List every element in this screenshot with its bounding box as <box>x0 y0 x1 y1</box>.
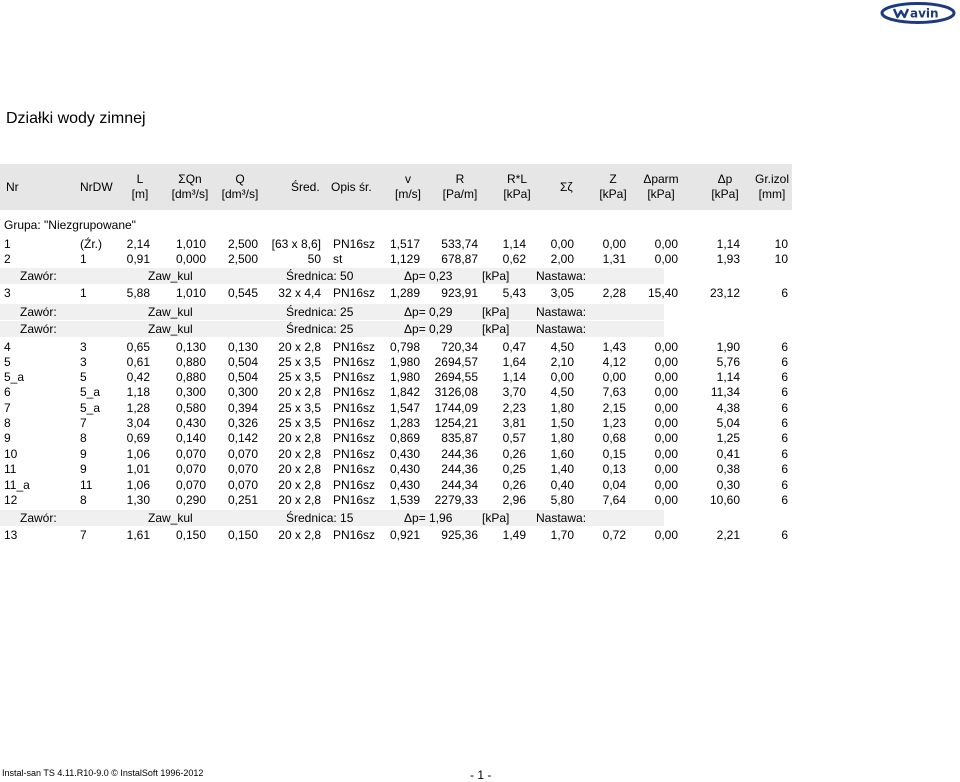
cell-q: 0,150 <box>227 528 258 542</box>
table-row <box>0 251 792 267</box>
cell-l: 3,04 <box>126 416 150 430</box>
cell-sqn: 0,880 <box>175 355 206 369</box>
cell-sqn: 0,130 <box>175 340 206 354</box>
cell-q: 0,070 <box>227 462 258 476</box>
cell-dparm: 0,00 <box>654 385 678 399</box>
cell-dparm: 0,00 <box>654 370 678 384</box>
cell-nrdw: 9 <box>80 447 87 461</box>
cell-nastawa: Nastawa: <box>536 511 587 525</box>
cell-rl: 0,57 <box>502 431 526 445</box>
cell-v: 1,283 <box>389 416 420 430</box>
cell-unit: [kPa] <box>482 322 510 336</box>
cell-opis: PN16sz <box>333 340 376 354</box>
cell-nrdw: 8 <box>80 431 87 445</box>
cell-sqn: 0,140 <box>175 431 206 445</box>
valve-row <box>0 321 664 337</box>
header-nrdw: NrDW <box>80 180 113 194</box>
cell-opis: PN16sz <box>333 528 376 542</box>
cell-z: 2,15 <box>602 401 626 415</box>
table-row <box>0 339 792 355</box>
cell-z: 0,13 <box>602 462 626 476</box>
cell-sqn: 1,010 <box>175 286 206 300</box>
table-row <box>0 446 792 462</box>
cell-dp: 2,21 <box>716 528 740 542</box>
cell-dparm: 0,00 <box>654 462 678 476</box>
cell-z: 0,72 <box>602 528 626 542</box>
cell-nr: 7 <box>4 401 11 415</box>
cell-label: Zawór: <box>20 269 57 283</box>
cell-rl: 3,70 <box>502 385 526 399</box>
cell-izol: 6 <box>781 493 788 507</box>
cell-v: 0,430 <box>389 447 420 461</box>
cell-r: 1744,09 <box>434 401 478 415</box>
cell-l: 0,42 <box>126 370 150 384</box>
table-row <box>0 285 792 301</box>
cell-rl: 2,96 <box>502 493 526 507</box>
cell-diam: Średnica: 25 <box>286 322 354 336</box>
cell-izol: 6 <box>781 462 788 476</box>
header-dparm: Δparm [kPa] <box>643 172 679 201</box>
cell-z: 7,64 <box>602 493 626 507</box>
valve-row <box>0 304 664 320</box>
cell-opis: PN16sz <box>333 462 376 476</box>
cell-l: 5,88 <box>126 286 150 300</box>
cell-name: Zaw_kul <box>148 305 193 319</box>
cell-dparm: 0,00 <box>654 401 678 415</box>
cell-q: 0,504 <box>227 370 258 384</box>
cell-dp: 1,90 <box>716 340 740 354</box>
cell-dparm: 15,40 <box>647 286 678 300</box>
cell-izol: 10 <box>774 252 788 266</box>
footer-page-number: - 1 - <box>470 768 492 782</box>
cell-r: 925,36 <box>441 528 478 542</box>
cell-l: 1,06 <box>126 447 150 461</box>
cell-diam: Średnica: 50 <box>286 269 354 283</box>
cell-q: 0,142 <box>227 431 258 445</box>
cell-dp: 1,14 <box>716 237 740 251</box>
table-row <box>0 527 792 543</box>
table-header <box>0 164 792 210</box>
cell-rl: 1,14 <box>502 370 526 384</box>
cell-nastawa: Nastawa: <box>536 305 587 319</box>
header-r: R [Pa/m] <box>442 172 478 201</box>
cell-zeta: 0,00 <box>550 237 574 251</box>
cell-r: 244,36 <box>441 462 478 476</box>
cell-q: 0,251 <box>227 493 258 507</box>
cell-dparm: 0,00 <box>654 478 678 492</box>
cell-nr: 5_a <box>4 370 25 384</box>
cell-sqn: 0,070 <box>175 462 206 476</box>
header-sred: Śred. <box>291 180 320 194</box>
cell-sred: 25 x 3,5 <box>278 355 321 369</box>
cell-z: 0,00 <box>602 237 626 251</box>
cell-opis: PN16sz <box>333 416 376 430</box>
cell-nrdw: 3 <box>80 355 87 369</box>
cell-sred: [63 x 8,6] <box>271 237 321 251</box>
cell-zeta: 1,40 <box>550 462 574 476</box>
table-row <box>0 477 792 493</box>
cell-z: 1,43 <box>602 340 626 354</box>
cell-rl: 1,64 <box>502 355 526 369</box>
cell-izol: 6 <box>781 416 788 430</box>
table-row <box>0 461 792 477</box>
valve-row <box>0 510 664 526</box>
cell-nrdw: 9 <box>80 462 87 476</box>
cell-dp: 1,93 <box>716 252 740 266</box>
cell-r: 720,34 <box>441 340 478 354</box>
cell-dparm: 0,00 <box>654 252 678 266</box>
cell-v: 1,547 <box>389 401 420 415</box>
cell-izol: 6 <box>781 447 788 461</box>
cell-sred: 20 x 2,8 <box>278 462 321 476</box>
table-row <box>0 430 792 446</box>
cell-z: 7,63 <box>602 385 626 399</box>
cell-zeta: 1,60 <box>550 447 574 461</box>
cell-opis: PN16sz <box>333 370 376 384</box>
table-row <box>0 236 792 252</box>
cell-l: 1,06 <box>126 478 150 492</box>
cell-rl: 0,47 <box>502 340 526 354</box>
cell-opis: PN16sz <box>333 286 376 300</box>
cell-v: 1,289 <box>389 286 420 300</box>
cell-name: Zaw_kul <box>148 511 193 525</box>
cell-izol: 6 <box>781 385 788 399</box>
cell-l: 1,61 <box>126 528 150 542</box>
cell-dp: 0,38 <box>716 462 740 476</box>
cell-nr: 13 <box>4 528 18 542</box>
cell-q: 0,070 <box>227 478 258 492</box>
cell-nrdw: 5_a <box>80 385 101 399</box>
cell-diam: Średnica: 25 <box>286 305 354 319</box>
cell-izol: 6 <box>781 286 788 300</box>
cell-dparm: 0,00 <box>654 447 678 461</box>
header-v: v [m/s] <box>395 172 421 201</box>
cell-dparm: 0,00 <box>654 237 678 251</box>
cell-r: 533,74 <box>441 237 478 251</box>
cell-nrdw: 7 <box>80 416 87 430</box>
cell-nr: 9 <box>4 431 11 445</box>
cell-opis: PN16sz <box>333 478 376 492</box>
cell-q: 2,500 <box>227 252 258 266</box>
cell-unit: [kPa] <box>482 511 510 525</box>
cell-l: 0,69 <box>126 431 150 445</box>
cell-rl: 5,43 <box>502 286 526 300</box>
cell-dp: 1,14 <box>716 370 740 384</box>
cell-nrdw: 11 <box>80 478 93 492</box>
cell-dp: 10,60 <box>709 493 740 507</box>
cell-nr: 12 <box>4 493 18 507</box>
cell-dp: 1,25 <box>716 431 740 445</box>
cell-r: 244,36 <box>441 447 478 461</box>
header-nr: Nr <box>6 180 19 194</box>
cell-dp: Δp= 0,29 <box>404 305 453 319</box>
cell-label: Zawór: <box>20 322 57 336</box>
cell-opis: PN16sz <box>333 385 376 399</box>
cell-z: 0,68 <box>602 431 626 445</box>
cell-sqn: 0,300 <box>175 385 206 399</box>
cell-nr: 11 <box>4 462 17 476</box>
cell-l: 1,30 <box>126 493 150 507</box>
cell-rl: 0,62 <box>502 252 526 266</box>
cell-sqn: 0,000 <box>175 252 206 266</box>
cell-nastawa: Nastawa: <box>536 269 587 283</box>
cell-z: 1,31 <box>602 252 626 266</box>
cell-opis: PN16sz <box>333 493 376 507</box>
cell-sred: 20 x 2,8 <box>278 528 321 542</box>
cell-rl: 1,14 <box>502 237 526 251</box>
cell-dparm: 0,00 <box>654 528 678 542</box>
cell-z: 0,00 <box>602 370 626 384</box>
cell-dparm: 0,00 <box>654 431 678 445</box>
cell-opis: PN16sz <box>333 431 376 445</box>
cell-l: 0,91 <box>126 252 150 266</box>
cell-v: 0,430 <box>389 478 420 492</box>
cell-q: 2,500 <box>227 237 258 251</box>
cell-izol: 6 <box>781 401 788 415</box>
cell-z: 4,12 <box>602 355 626 369</box>
cell-v: 0,869 <box>389 431 420 445</box>
cell-r: 3126,08 <box>434 385 478 399</box>
cell-sqn: 0,880 <box>175 370 206 384</box>
cell-sqn: 0,150 <box>175 528 206 542</box>
cell-dp: Δp= 1,96 <box>404 511 453 525</box>
cell-z: 0,04 <box>602 478 626 492</box>
cell-zeta: 0,40 <box>550 478 574 492</box>
header-zeta: Σζ <box>560 180 573 194</box>
cell-dp: 0,41 <box>716 447 740 461</box>
cell-opis: PN16sz <box>333 237 376 251</box>
cell-v: 0,921 <box>389 528 420 542</box>
cell-sqn: 0,580 <box>175 401 206 415</box>
cell-dp: 23,12 <box>709 286 740 300</box>
cell-zeta: 1,70 <box>550 528 574 542</box>
wavin-logo <box>880 2 956 24</box>
valve-row <box>0 268 664 284</box>
cell-sred: 25 x 3,5 <box>278 416 321 430</box>
cell-zeta: 4,50 <box>550 340 574 354</box>
cell-sred: 20 x 2,8 <box>278 447 321 461</box>
cell-dp: 4,38 <box>716 401 740 415</box>
cell-nr: 5 <box>4 355 11 369</box>
cell-zeta: 2,10 <box>550 355 574 369</box>
group-label: Grupa: "Niezgrupowane" <box>4 218 136 232</box>
cell-nr: 1 <box>4 237 11 251</box>
header-rl: R*L [kPa] <box>503 172 531 201</box>
cell-l: 2,14 <box>126 237 150 251</box>
cell-dp: 5,76 <box>716 355 740 369</box>
cell-label: Zawór: <box>20 511 57 525</box>
cell-rl: 1,49 <box>502 528 526 542</box>
cell-nr: 10 <box>4 447 18 461</box>
cell-name: Zaw_kul <box>148 269 193 283</box>
cell-r: 244,34 <box>441 478 478 492</box>
cell-nastawa: Nastawa: <box>536 322 587 336</box>
cell-nr: 4 <box>4 340 11 354</box>
cell-nr: 8 <box>4 416 11 430</box>
cell-opis: st <box>333 252 343 266</box>
cell-dparm: 0,00 <box>654 340 678 354</box>
cell-nr: 6 <box>4 385 11 399</box>
cell-diam: Średnica: 15 <box>286 511 354 525</box>
cell-l: 1,18 <box>126 385 150 399</box>
cell-dp: 0,30 <box>716 478 740 492</box>
svg-text:avin: avin <box>910 6 939 21</box>
cell-izol: 6 <box>781 370 788 384</box>
cell-sred: 20 x 2,8 <box>278 340 321 354</box>
footer-software: Instal-san TS 4.11.R10-9.0 © InstalSoft 1996-2012 <box>2 768 204 778</box>
cell-sqn: 0,070 <box>175 478 206 492</box>
cell-r: 1254,21 <box>434 416 478 430</box>
cell-v: 0,430 <box>389 462 420 476</box>
cell-q: 0,130 <box>227 340 258 354</box>
cell-dparm: 0,00 <box>654 416 678 430</box>
cell-izol: 6 <box>781 478 788 492</box>
cell-l: 0,61 <box>126 355 150 369</box>
cell-rl: 3,81 <box>502 416 526 430</box>
cell-dp: Δp= 0,29 <box>404 322 453 336</box>
cell-sred: 20 x 2,8 <box>278 385 321 399</box>
cell-r: 923,91 <box>441 286 478 300</box>
cell-q: 0,070 <box>227 447 258 461</box>
cell-nrdw: 5_a <box>80 401 101 415</box>
cell-l: 1,01 <box>126 462 150 476</box>
cell-opis: PN16sz <box>333 447 376 461</box>
header-opis: Opis śr. <box>331 180 372 194</box>
cell-q: 0,545 <box>227 286 258 300</box>
cell-rl: 0,26 <box>502 447 526 461</box>
cell-v: 1,539 <box>389 493 420 507</box>
cell-sqn: 0,070 <box>175 447 206 461</box>
cell-r: 2694,57 <box>434 355 478 369</box>
cell-zeta: 0,00 <box>550 370 574 384</box>
header-q: Q [dm³/s] <box>221 172 259 201</box>
cell-zeta: 1,80 <box>550 401 574 415</box>
cell-sqn: 0,290 <box>175 493 206 507</box>
cell-sred: 32 x 4,4 <box>278 286 321 300</box>
cell-z: 2,28 <box>602 286 626 300</box>
cell-dp: 11,34 <box>710 385 740 399</box>
cell-sqn: 1,010 <box>175 237 206 251</box>
cell-v: 1,980 <box>389 370 420 384</box>
cell-sred: 20 x 2,8 <box>278 493 321 507</box>
table-row <box>0 369 792 385</box>
cell-sred: 25 x 3,5 <box>278 370 321 384</box>
cell-nr: 11_a <box>4 478 30 492</box>
cell-zeta: 3,05 <box>550 286 574 300</box>
cell-v: 0,798 <box>389 340 420 354</box>
table-row <box>0 384 792 400</box>
cell-rl: 0,25 <box>502 462 526 476</box>
header-z: Z [kPa] <box>599 172 627 201</box>
cell-opis: PN16sz <box>333 401 376 415</box>
cell-l: 0,65 <box>126 340 150 354</box>
cell-q: 0,394 <box>227 401 258 415</box>
cell-r: 678,87 <box>441 252 478 266</box>
table-row <box>0 415 792 431</box>
cell-nrdw: 3 <box>80 340 87 354</box>
cell-nrdw: 1 <box>80 252 87 266</box>
cell-name: Zaw_kul <box>148 322 193 336</box>
cell-r: 835,87 <box>441 431 478 445</box>
cell-zeta: 1,80 <box>550 431 574 445</box>
cell-q: 0,300 <box>227 385 258 399</box>
cell-dparm: 0,00 <box>654 355 678 369</box>
cell-sred: 20 x 2,8 <box>278 431 321 445</box>
cell-sred: 25 x 3,5 <box>278 401 321 415</box>
cell-rl: 2,23 <box>502 401 526 415</box>
cell-nrdw: 5 <box>80 370 87 384</box>
cell-z: 1,23 <box>602 416 626 430</box>
cell-izol: 6 <box>781 355 788 369</box>
cell-unit: [kPa] <box>482 269 510 283</box>
cell-rl: 0,26 <box>502 478 526 492</box>
cell-q: 0,504 <box>227 355 258 369</box>
cell-dp: 5,04 <box>716 416 740 430</box>
cell-v: 1,129 <box>389 252 420 266</box>
cell-izol: 10 <box>774 237 788 251</box>
cell-dp: Δp= 0,23 <box>404 269 453 283</box>
cell-v: 1,842 <box>389 385 420 399</box>
cell-nr: 2 <box>4 252 11 266</box>
cell-unit: [kPa] <box>482 305 510 319</box>
cell-nrdw: 7 <box>80 528 87 542</box>
cell-dparm: 0,00 <box>654 493 678 507</box>
cell-zeta: 2,00 <box>550 252 574 266</box>
header-l: L [m] <box>131 172 149 201</box>
cell-zeta: 5,80 <box>550 493 574 507</box>
cell-sqn: 0,430 <box>175 416 206 430</box>
cell-sred: 50 <box>307 252 321 266</box>
cell-izol: 6 <box>781 340 788 354</box>
cell-v: 1,980 <box>389 355 420 369</box>
cell-q: 0,326 <box>227 416 258 430</box>
cell-izol: 6 <box>781 431 788 445</box>
cell-nrdw: (Źr.) <box>80 237 102 251</box>
table-row <box>0 354 792 370</box>
cell-label: Zawór: <box>20 305 57 319</box>
cell-sred: 20 x 2,8 <box>278 478 321 492</box>
header-sqn: ΣQn [dm³/s] <box>171 172 209 201</box>
cell-l: 1,28 <box>126 401 150 415</box>
cell-r: 2279,33 <box>434 493 478 507</box>
table-row <box>0 400 792 416</box>
cell-zeta: 4,50 <box>550 385 574 399</box>
cell-izol: 6 <box>781 528 788 542</box>
cell-nr: 3 <box>4 286 11 300</box>
cell-opis: PN16sz <box>333 355 376 369</box>
header-izol: Gr.izol [mm] <box>754 172 789 201</box>
cell-nrdw: 1 <box>80 286 87 300</box>
cell-r: 2694,55 <box>434 370 478 384</box>
header-dp: Δp [kPa] <box>711 172 739 201</box>
cell-zeta: 1,50 <box>550 416 574 430</box>
page-title: Działki wody zimnej <box>6 110 146 127</box>
cell-nrdw: 8 <box>80 493 87 507</box>
cell-v: 1,517 <box>389 237 420 251</box>
table-row <box>0 492 792 508</box>
cell-z: 0,15 <box>602 447 626 461</box>
